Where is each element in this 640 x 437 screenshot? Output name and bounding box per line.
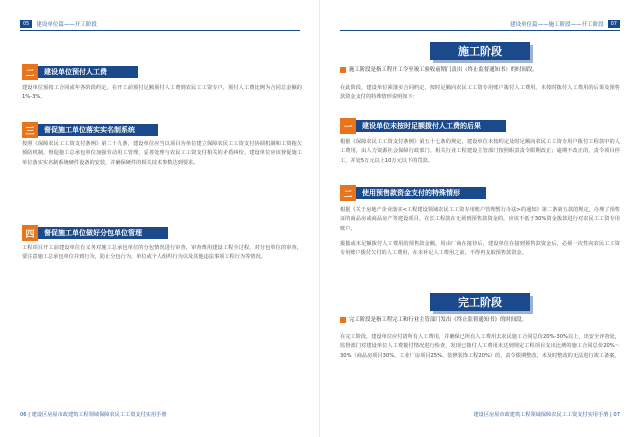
right-page-badge: 07 [608,20,620,28]
section-paragraph: 按照《保障农民工工资支付条例》第二十九条，建设单位应当以项目为单位建立保障农民工工资支付协调机制和工资拖欠预防机制，督促施工总承包单位加强劳动用工管理，妥善处理与农民工工资支付相关的矛盾纠纷。建设单位应该督促施工单位落实实名制系统硬件设备的安装，并确保硬件的相关技术参数达到要求。 [22,141,302,166]
section-title: 使用预售款资金支付的特殊情形 [356,187,486,199]
stage-intro-paragraph: 在此阶段，建设单位须落实合同约定，按时足额向农民工工资专用账户拨付人工费用。未按时拨付人工费用的后果及预售款资金支付的特殊情形说明如下： [340,85,620,101]
stage-banner-completion: 完工阶段 [430,293,530,311]
section-paragraph: 建设单位预按工合同或年各阶段约定，在开工前预付足额预付人工费到农民工工资专户，预付人工费比例为合同总金额的1%-3%。 [22,85,302,101]
section-paragraph: 拨拨或未足额拨付人工费用的预售款金额，用由厂商在接待后，建设单位在接到预售款资金后，必须一次性向农民工工资专用账户拨付欠付的人工费用，在未补足人工费用之前，不得再支取预售款资金。 [340,241,620,257]
left-running-head-text: 建设单位篇——开工阶段 [36,22,97,28]
section-title: 督促施工单位做好分包单位管理 [38,227,168,239]
completion-paragraph: 在完工阶段，建设单位应付清所有人工费用，并确保已所有人工费用去农民施工合同总价20%-30%以上，出安全评查处，监督部门对建设单位人工费拨付情况进行检查，发现已拨付人工费用未达到规定工程项目支出比例的施工合同总价20%～30%（商品房项目30%、工业厂房项目25%、装修装饰工程20%）的，责令限期整改，未及时整改的无法进行竣工备案。 [340,334,620,359]
section-paragraph: 根据《关于房地产企业落实<工程建设领域农民工工资专用账户管理暂行办法>的通知》第二条第五款的规定，办理了预售证的商品房或商品房产等建设项目，在长工程款在无须到预售款资金的，应该不低于30%资金拨款进行对农民工工资专用账户。 [340,207,620,232]
note-text: 施工阶段是指工程开工令至竣工验收前期门责出（终止监督通知书）的时间段。 [349,67,538,73]
section-title: 建设单位预付人工费 [38,66,138,78]
right-header-rule [340,30,620,31]
section-title: 督促施工单位落实实名制系统 [38,124,158,136]
section-number: 二 [22,64,38,80]
section-paragraph: 工程项目开工前建设单位有义务对施工总承包单位的分包情况进行审查，审查费用建设工程全过程，对分包单位的审查，要注意施工总承包单位并到行为，防止分包行为，单位或个人组织行为以及其他违法事项工程行为等情况。 [22,245,302,261]
stage-definition-note [340,66,620,74]
left-page-badge: 05 [20,20,32,28]
left-header-rule [20,30,300,31]
note-square-icon [340,67,346,73]
note-square-icon [340,317,346,323]
section-heading-advance-labor-fee [22,65,138,79]
section-number: 二 [340,185,356,201]
section-number: 三 [22,122,38,138]
stage-definition-note [340,316,620,324]
stage-banner-construction: 施工阶段 [430,42,530,60]
right-running-head-text: 建设单位篇——施工阶段——开工阶段 [510,22,604,28]
section-title: 建设单位未按时足额拨付人工费的后果 [356,120,506,132]
right-running-head [510,20,620,28]
right-page [320,0,640,437]
section-number: 四 [22,225,38,241]
section-heading-real-name-system [22,123,158,137]
section-paragraph: 根据《保障农民工工资支付条例》第五十七条的规定，建设单位未按约定及时足额向农民工工资专用户拨付工程款中的人工费用，由人力资源社会保障行政部门、相关行业工程建设主管部门按照职责责令限期改正；逾期不改正的，责令项目停工，并处5万元以上10万元以下的罚款。 [340,139,620,164]
section-heading-subcontractor-management [22,226,168,240]
left-running-head [20,20,97,28]
right-page-footer: 建设区房屋市政建筑工程领域保障农民工工资支付实用手册 | 07 [473,412,620,418]
section-number: 一 [340,118,356,134]
section-heading-presale-funds [340,186,486,200]
left-page-footer: 06 | 建设区房屋市政建筑工程领域保障农民工工资支付实用手册 [20,412,167,418]
section-heading-late-payment-consequences [340,119,506,133]
note-text: 完工阶段是指工程完工和行业主管部门发出《终止监督通知书》的时间段。 [349,317,527,323]
